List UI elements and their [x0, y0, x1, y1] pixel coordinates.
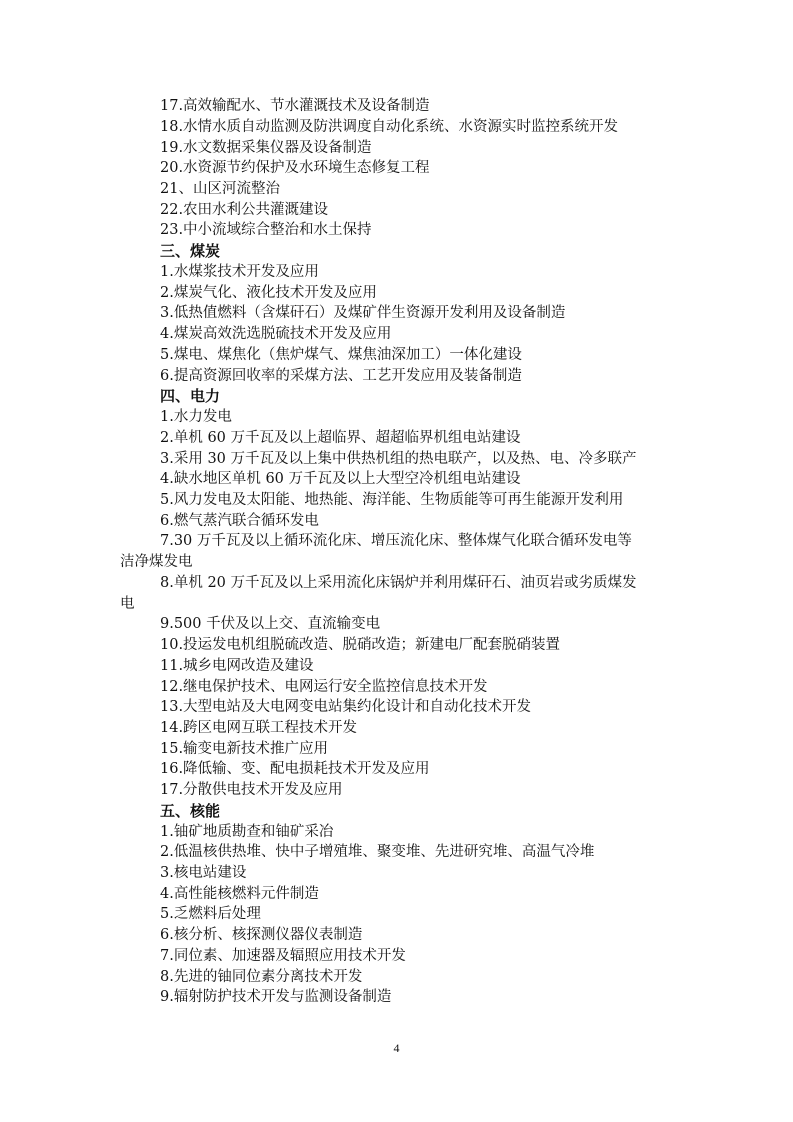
list-item: 6.核分析、核探测仪器仪表制造	[160, 927, 363, 943]
list-item: 4.缺水地区单机 60 万千瓦及以上大型空冷机组电站建设	[160, 471, 521, 487]
list-item: 2.低温核供热堆、快中子增殖堆、聚变堆、先进研究堆、高温气冷堆	[160, 844, 595, 860]
list-item: 22.农田水利公共灌溉建设	[160, 202, 329, 218]
list-item: 4.煤炭高效洗选脱硫技术开发及应用	[160, 326, 392, 342]
section-heading-power: 四、电力	[160, 387, 221, 405]
list-item: 3.采用 30 万千瓦及以上集中供热机组的热电联产，以及热、电、冷多联产	[160, 451, 637, 467]
list-item: 3.低热值燃料（含煤矸石）及煤矿伴生资源开发利用及设备制造	[160, 305, 566, 321]
list-item: 18.水情水质自动监测及防洪调度自动化系统、水资源实时监控系统开发	[160, 119, 619, 135]
list-item: 15.输变电新技术推广应用	[160, 741, 329, 757]
list-item: 16.降低输、变、配电损耗技术开发及应用	[160, 761, 430, 777]
list-item: 10.投运发电机组脱硫改造、脱硝改造；新建电厂配套脱硝装置	[160, 637, 561, 653]
list-item: 2.煤炭气化、液化技术开发及应用	[160, 285, 377, 301]
list-item: 21、山区河流整治	[160, 181, 280, 197]
list-item: 8.单机 20 万千瓦及以上采用流化床锅炉并利用煤矸石、油页岩或劣质煤发	[160, 575, 637, 591]
list-item: 8.先进的铀同位素分离技术开发	[160, 969, 363, 985]
list-item: 17.分散供电技术开发及应用	[160, 782, 343, 798]
list-item: 1.水煤浆技术开发及应用	[160, 264, 319, 280]
list-item: 20.水资源节约保护及水环境生态修复工程	[160, 160, 430, 176]
list-item: 3.核电站建设	[160, 865, 247, 881]
list-item: 9.500 千伏及以上交、直流输变电	[160, 616, 381, 632]
list-item: 5.乏燃料后处理	[160, 906, 261, 922]
list-item: 11.城乡电网改造及建设	[160, 658, 314, 674]
list-item: 2.单机 60 万千瓦及以上超临界、超超临界机组电站建设	[160, 430, 521, 446]
list-item: 5.风力发电及太阳能、地热能、海洋能、生物质能等可再生能源开发利用	[160, 492, 624, 508]
list-item: 4.高性能核燃料元件制造	[160, 886, 319, 902]
list-item: 7.同位素、加速器及辐照应用技术开发	[160, 948, 406, 964]
list-item: 6.提高资源回收率的采煤方法、工艺开发应用及装备制造	[160, 368, 522, 384]
section-heading-coal: 三、煤炭	[160, 242, 221, 260]
list-item: 9.辐射防护技术开发与监测设备制造	[160, 989, 392, 1005]
list-item-continuation: 电	[120, 596, 135, 612]
list-item: 14.跨区电网互联工程技术开发	[160, 720, 358, 736]
list-item: 1.水力发电	[160, 409, 232, 425]
list-item: 6.燃气蒸汽联合循环发电	[160, 513, 319, 529]
list-item-continuation: 洁净煤发电	[120, 554, 193, 570]
list-item: 12.继电保护技术、电网运行安全监控信息技术开发	[160, 679, 488, 695]
page-number: 4	[393, 1041, 400, 1055]
section-heading-nuclear: 五、核能	[160, 802, 221, 820]
list-item: 5.煤电、煤焦化（焦炉煤气、煤焦油深加工）一体化建设	[160, 347, 522, 363]
list-item: 19.水文数据采集仪器及设备制造	[160, 140, 372, 156]
list-item: 1.铀矿地质勘查和铀矿采冶	[160, 824, 334, 840]
list-item: 13.大型电站及大电网变电站集约化设计和自动化技术开发	[160, 699, 532, 715]
list-item: 23.中小流域综合整治和水土保持	[160, 222, 372, 238]
list-item: 7.30 万千瓦及以上循环流化床、增压流化床、整体煤气化联合循环发电等	[160, 533, 632, 549]
list-item: 17.高效输配水、节水灌溉技术及设备制造	[160, 98, 430, 114]
